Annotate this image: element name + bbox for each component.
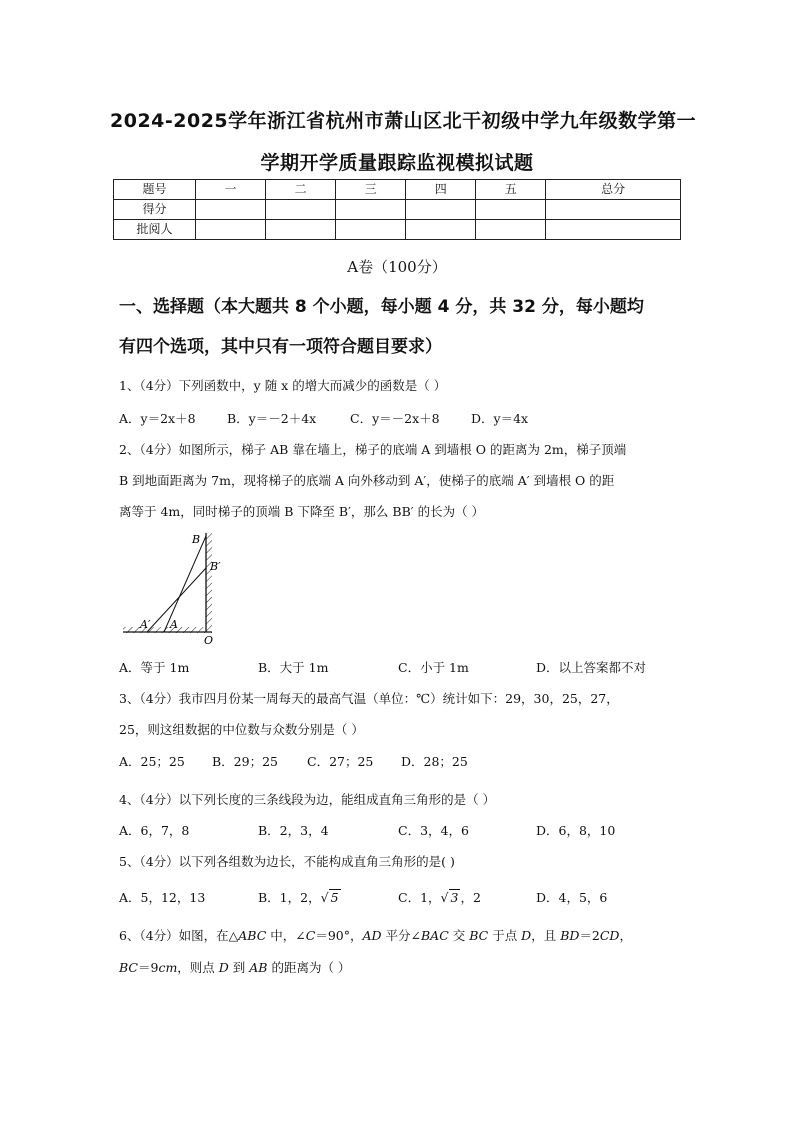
grader-row [114,220,681,240]
grader-cell [546,220,681,240]
header-cell: 总分 [546,180,681,200]
q6-math: cm [158,960,178,975]
q5-option-d: D．4，5，6 [536,890,608,905]
q2-option-d: D．以上答案都不对 [536,660,647,675]
header-cell: 题号 [114,180,196,200]
score-row [114,200,681,220]
q4-option-c: C．3，4，6 [398,823,469,838]
q5-option-b-prefix: B．1，2， [258,890,321,905]
q6-text: ＝2 [579,928,600,943]
q6-text: 于点 [488,928,522,943]
q3-option-d: D．28；25 [401,754,468,769]
q2-option-c: C．小于 1m [398,660,469,675]
q6-math: BAC [421,928,449,943]
question-5-text: 5、（4分）以下列各组数为边长，不能构成直角三角形的是( ) [119,854,455,869]
ladder-figure [118,528,228,646]
q1-option-d: D．y＝4x [471,411,529,426]
q3-option-c: C．27；25 [307,754,374,769]
q4-option-a: A．6，7，8 [119,823,190,838]
grader-cell [266,220,336,240]
question-3-line2: 25，则这组数据的中位数与众数分别是（ ） [119,722,364,737]
q6-math: BC [469,928,489,943]
q6-text: ＝90°， [315,928,363,943]
q1-option-c: C．y＝－2x＋8 [350,411,440,426]
label-o: O [204,634,214,646]
q4-option-b: B．2，3，4 [258,823,329,838]
q6-text: ＝9 [137,960,159,975]
q2-option-b: B．大于 1m [258,660,329,675]
q5-option-c-suffix: ，2 [460,890,481,905]
q6-math: AD [362,928,382,943]
score-cell [476,200,546,220]
score-cell [336,200,406,220]
part1-heading-line2: 有四个选项，其中只有一项符合题目要求） [119,337,442,357]
header-cell: 二 [266,180,336,200]
row-label: 得分 [114,200,196,220]
score-cell [546,200,681,220]
question-6-line1 [119,926,632,944]
label-a-prime: A′ [140,618,151,631]
score-cell [266,200,336,220]
q5-option-c-prefix: C．1， [398,890,441,905]
sqrt-symbol: √ [440,890,449,905]
q3-option-b: B．29；25 [212,754,278,769]
grader-cell [336,220,406,240]
q6-math: CD [599,928,620,943]
q6-math: C [305,928,316,943]
row-label: 批阅人 [114,220,196,240]
q6-text: 交 [448,928,470,943]
wall-hatch [206,533,212,633]
q6-math: ABC [238,928,267,943]
q4-option-d: D．6，8，10 [536,823,616,838]
label-b: B [192,533,201,546]
q6-math: BD [560,928,580,943]
q6-math: BC [119,960,138,975]
q3-option-a: A．25；25 [119,754,185,769]
score-cell [406,200,476,220]
header-cell: 三 [336,180,406,200]
q2-option-a: A．等于 1m [119,660,190,675]
label-b-prime: B′ [210,560,221,573]
question-4-text: 4、（4分）以下列长度的三条线段为边，能组成直角三角形的是（ ） [119,792,496,807]
part1-heading-line1: 一、选择题（本大题共 8 个小题，每小题 4 分，共 32 分，每小题均 [119,297,644,317]
q5-option-b [258,888,341,906]
q6-text: ，则点 [177,960,219,975]
header-cell: 一 [196,180,266,200]
question-1-text: 1、（4分）下列函数中，y 随 x 的增大而减少的函数是（ ） [119,378,447,393]
q5-option-c [398,888,481,906]
q1-option-a: A．y＝2x＋8 [119,411,196,426]
sqrt-radicand: 3 [450,890,459,905]
score-cell [196,200,266,220]
q6-math: D [521,928,532,943]
grader-cell [476,220,546,240]
sqrt-radicand: 5 [330,890,339,905]
header-cell: 四 [406,180,476,200]
grader-cell [196,220,266,240]
grader-cell [406,220,476,240]
header-cell: 五 [476,180,546,200]
q6-text: 到 [228,960,250,975]
question-2-line1: 2、（4分）如图所示，梯子 AB 靠在墙上，梯子的底端 A 到墙根 O 的距离为 2m，梯子顶端 [119,442,627,457]
question-2-line2: B 到地面距离为 7m，现将梯子的底端 A 向外移动到 A′，使梯子的底端 A′ 到墙根 O 的距 [119,473,615,488]
q6-math: AB [249,960,268,975]
q6-text: ， [619,928,632,943]
question-2-line3: 离等于 4m，同时梯子的顶端 B 下降至 B′，那么 BB′ 的长为（ ） [119,504,485,519]
label-a: A [170,618,178,631]
q6-text: 中，∠ [266,928,306,943]
question-6-line2 [119,958,350,976]
section-a-heading: A卷（100分） [347,258,447,276]
exam-title-line1: 2024-2025学年浙江省杭州市萧山区北干初级中学九年级数学第一 [110,110,697,132]
q6-text: ，且 [531,928,561,943]
sqrt-symbol: √ [320,890,329,905]
q1-option-b: B．y＝－2＋4x [227,411,317,426]
q6-math: D [218,960,229,975]
exam-title-line2: 学期开学质量跟踪监视模拟试题 [260,152,534,174]
score-table [113,179,681,240]
score-table-header-row [114,180,681,200]
q6-text: 6、（4分）如图，在△ [119,928,239,943]
q5-option-a: A．5，12，13 [119,890,206,905]
q6-text: 的距离为（ ） [267,960,351,975]
question-3-line1: 3、（4分）我市四月份某一周每天的最高气温（单位：℃）统计如下：29，30，25，27， [119,691,619,706]
q6-text: 平分∠ [381,928,421,943]
